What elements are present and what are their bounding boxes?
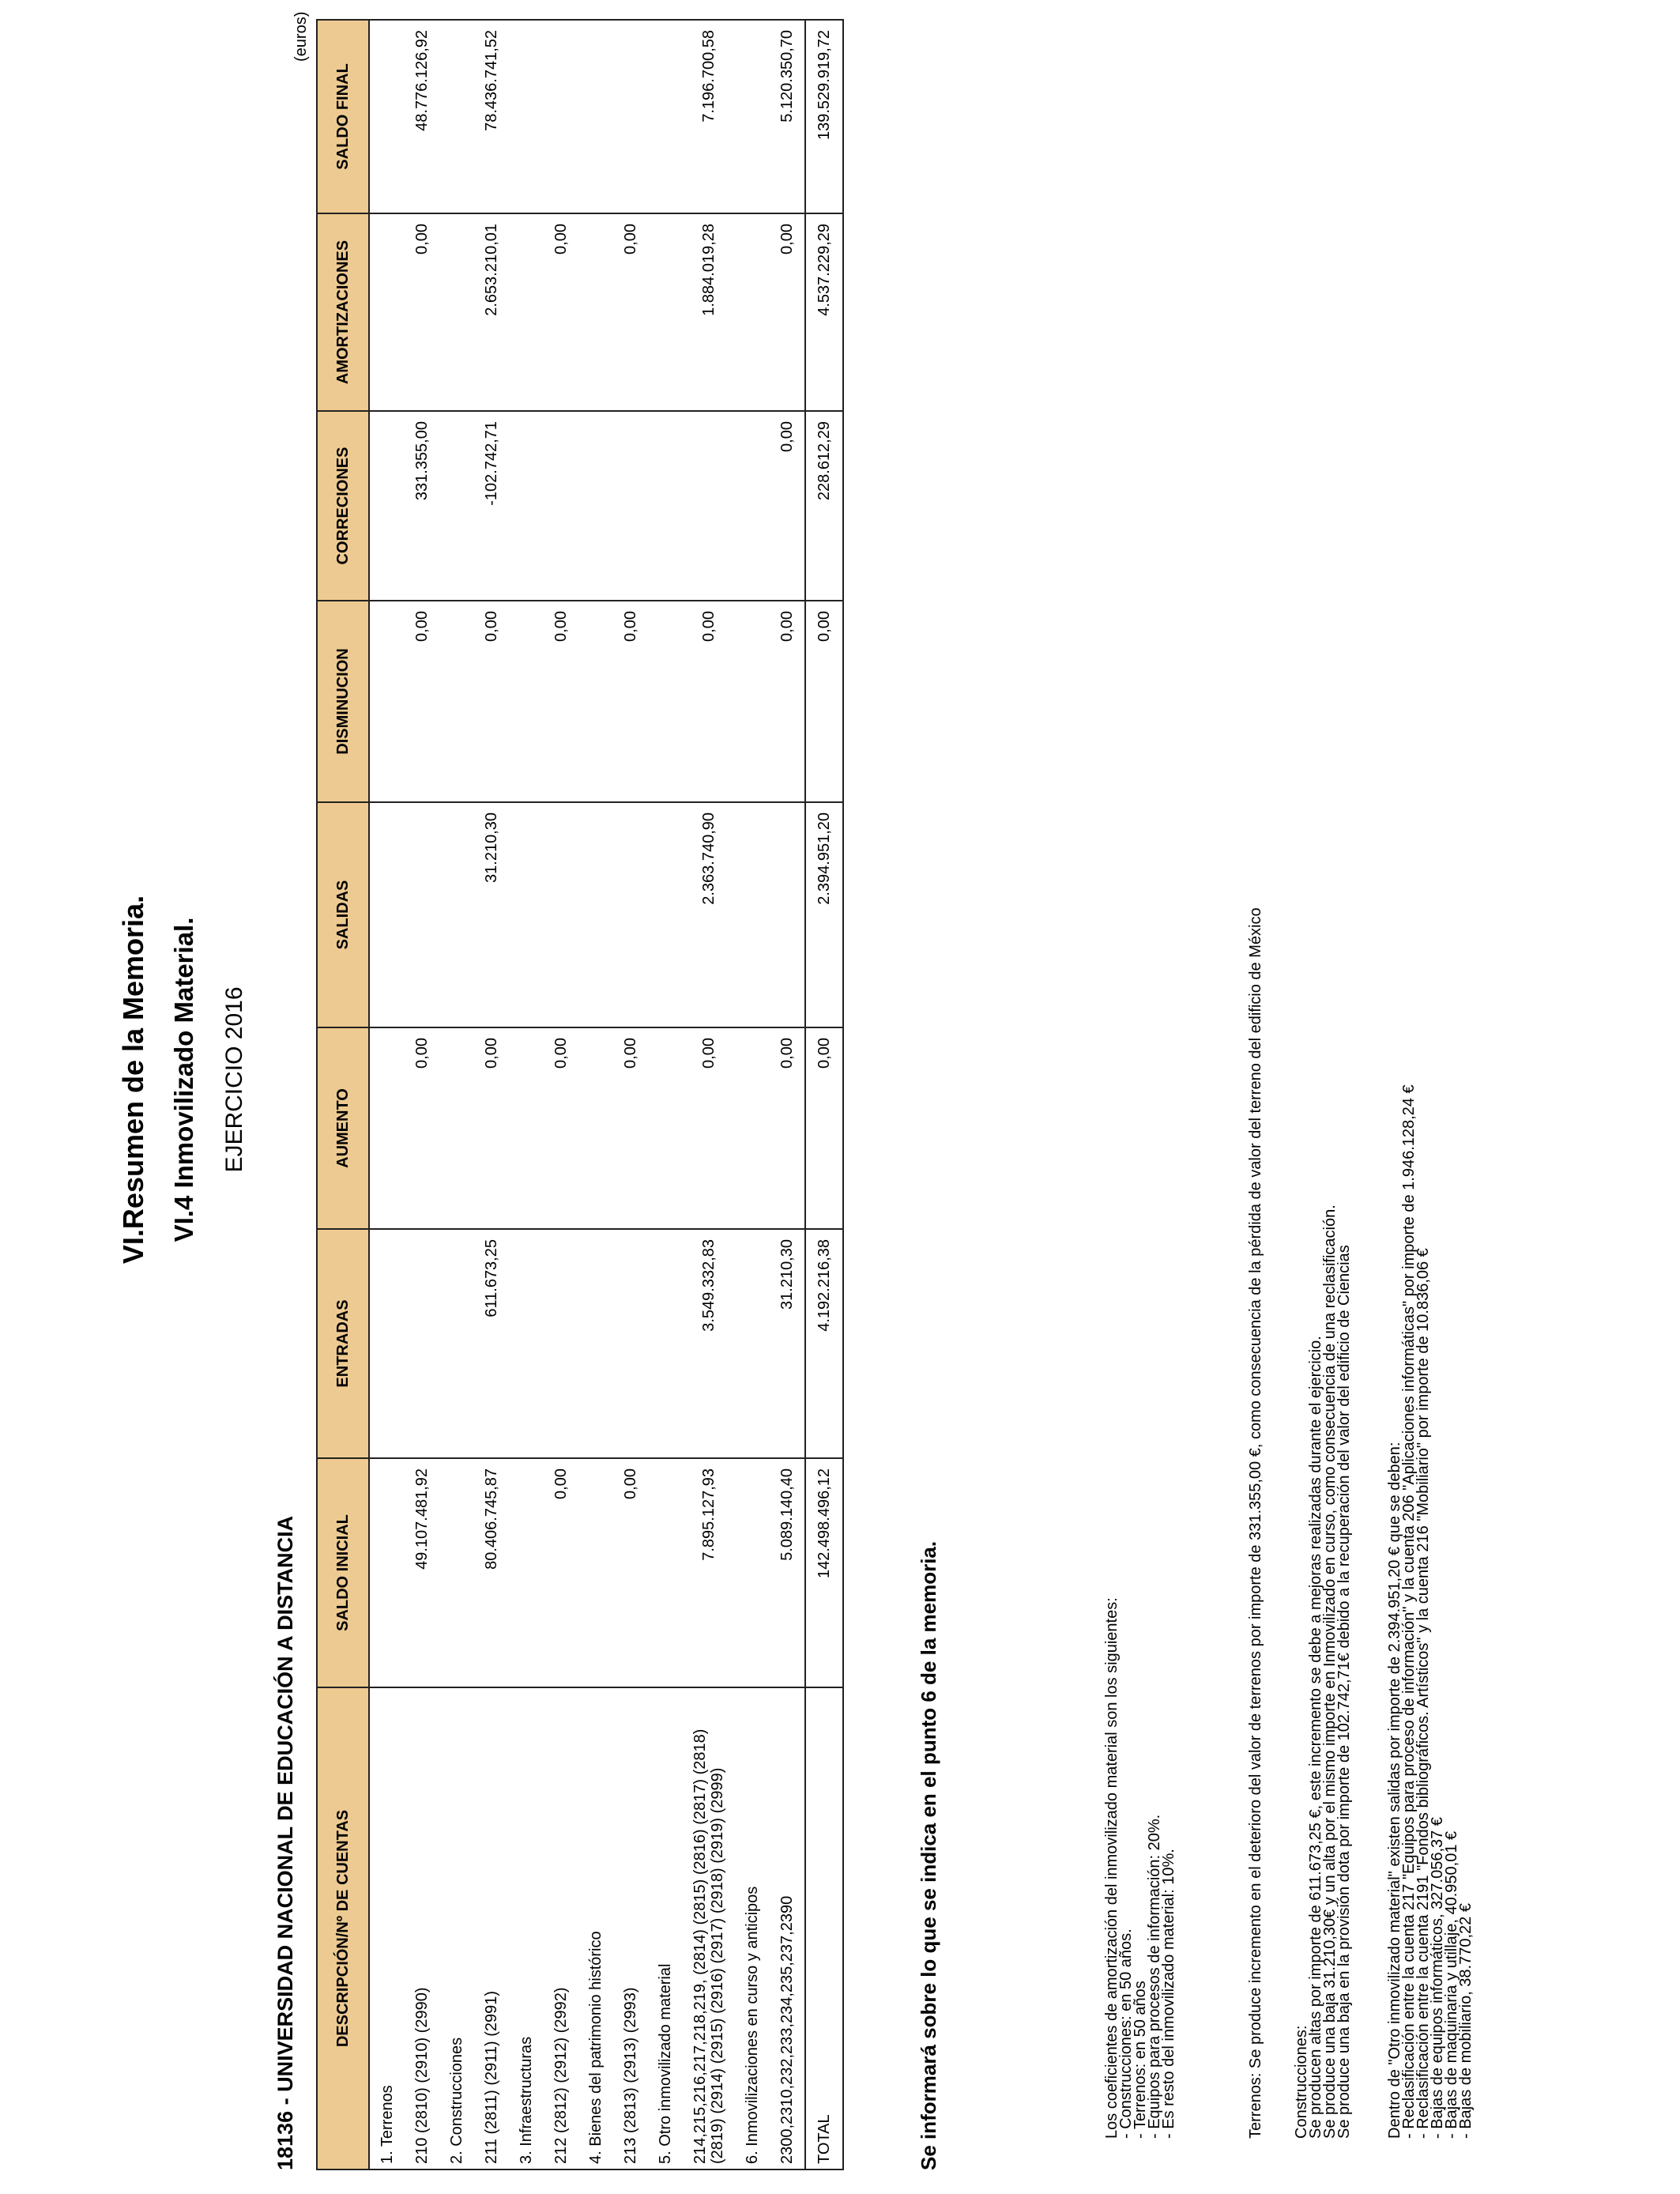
column-header: SALIDAS [317, 802, 369, 1027]
total-amount: 0,00 [805, 1027, 843, 1229]
account-description: 6. Inmovilizaciones en curso y anticipos [735, 1687, 770, 2169]
amount-cell [735, 1027, 770, 1229]
amount-cell [439, 213, 474, 411]
table-row [770, 20, 805, 2169]
table-row [683, 20, 735, 2169]
amount-cell [509, 20, 544, 213]
amount-cell [613, 1229, 648, 1458]
account-description: 5. Otro inmovilizado material [648, 1687, 683, 2169]
amount-cell [509, 802, 544, 1027]
amount-cell: 0,00 [770, 411, 805, 601]
total-amount: 228.612,29 [805, 411, 843, 601]
amount-cell [578, 411, 613, 601]
amount-cell: 331.355,00 [405, 411, 439, 601]
amount-cell: 0,00 [683, 601, 735, 802]
amount-cell [770, 802, 805, 1027]
amount-cell [369, 1458, 405, 1687]
amount-cell [648, 20, 683, 213]
amount-cell [369, 1229, 405, 1458]
amount-cell: 0,00 [770, 601, 805, 802]
amount-cell [405, 1229, 439, 1458]
amount-cell [439, 802, 474, 1027]
note-line: Terrenos: Se produce incremento en el deterioro del valor de terrenos por importe de 331.355,00 €, como consecuencia de la pérdida de valor del terreno del edificio de México [1247, 907, 1264, 2139]
amount-cell: 0,00 [405, 601, 439, 802]
amount-cell [735, 1229, 770, 1458]
total-amount: 4.537.229,29 [805, 213, 843, 411]
amount-cell [439, 601, 474, 802]
amount-cell [648, 601, 683, 802]
amount-cell [578, 1229, 613, 1458]
total-amount: 4.192.216,38 [805, 1229, 843, 1458]
note-line: - Reclasificación entre la cuenta 2191 "Fondos bibliográficos. Artísticos" y la cuenta 216 "Mobiliario" por importe de 10.836,06 € [1414, 1248, 1432, 2139]
total-amount: 0,00 [805, 601, 843, 802]
amount-cell [369, 601, 405, 802]
amount-cell [544, 411, 578, 601]
note-line: - Bajas de equipos informáticos, 327.056,37 € [1429, 1817, 1446, 2139]
amount-cell: 0,00 [474, 1027, 509, 1229]
note-line: Los coeficientes de amortización del inmovilizado material son los siguientes: [1103, 1597, 1121, 2139]
table-header [317, 20, 369, 2169]
column-header: AMORTIZACIONES [317, 213, 369, 411]
amount-cell: 0,00 [544, 213, 578, 411]
account-description: 213 (2813) (2913) (2993) [613, 1687, 648, 2169]
amount-cell: 0,00 [613, 1458, 648, 1687]
account-description: 214,215,216,217,218,219, (2814) (2815) (2816) (2817) (2818) (2819) (2914) (2915) (2916) (2917) (2918) (2919) (2999) [683, 1687, 735, 2169]
amount-cell: 1.884.019,28 [683, 213, 735, 411]
amount-cell: 5.089.140,40 [770, 1458, 805, 1687]
amount-cell: 0,00 [770, 1027, 805, 1229]
amount-cell [544, 802, 578, 1027]
amount-cell: 0,00 [683, 1027, 735, 1229]
amount-cell: 611.673,25 [474, 1229, 509, 1458]
amount-cell: 0,00 [613, 601, 648, 802]
table-body [369, 20, 843, 2169]
amount-cell [613, 20, 648, 213]
account-description: 3. Infraestructuras [509, 1687, 544, 2169]
inform-note: Se informará sobre lo que se indica en el punto 6 de la memoria. [917, 1540, 940, 2170]
fixed-assets-table [316, 19, 844, 2170]
table-header-row [317, 20, 369, 2169]
amount-cell: 5.120.350,70 [770, 20, 805, 213]
amount-cell [578, 213, 613, 411]
amount-cell [439, 411, 474, 601]
amount-cell: 78.436.741,52 [474, 20, 509, 213]
amount-cell [613, 411, 648, 601]
amount-cell [369, 411, 405, 601]
note-line: - Reclasificación entre la cuenta 217 "Equipos para proceso de información" y la cuenta 206 "Aplicaciones informáticas" por importe de 1.946.128,24 € [1400, 1084, 1418, 2139]
land-note [1249, 907, 1263, 2139]
table-row [735, 20, 770, 2169]
note-line: - Construcciones: en 50 años. [1117, 1928, 1135, 2139]
amount-cell [735, 20, 770, 213]
amount-cell: 3.549.332,83 [683, 1229, 735, 1458]
amount-cell: 0,00 [613, 213, 648, 411]
account-description: 2. Construcciones [439, 1687, 474, 2169]
column-header: SALDO FINAL [317, 20, 369, 213]
units-label: (euros) [292, 11, 310, 62]
note-line: - Es resto del inmovilizado material: 10%. [1160, 1849, 1177, 2139]
note-line: Se produce una baja 31.210,30€ y un alta por el mismo importe en Inmovilizado en curso, como consecuencia de una reclasificación. [1321, 1204, 1339, 2139]
amount-cell [439, 20, 474, 213]
amount-cell [735, 213, 770, 411]
table-row [648, 20, 683, 2169]
amount-cell [544, 1229, 578, 1458]
table-row [578, 20, 613, 2169]
amount-cell: 31.210,30 [474, 802, 509, 1027]
column-header: AUMENTO [317, 1027, 369, 1229]
amount-cell: 0,00 [770, 213, 805, 411]
amount-cell [578, 601, 613, 802]
amount-cell: 80.406.745,87 [474, 1458, 509, 1687]
note-line: - Terrenos: en 50 años [1132, 1981, 1149, 2139]
construction-notes [1294, 1204, 1351, 2139]
amount-cell: 0,00 [613, 1027, 648, 1229]
amount-cell [369, 802, 405, 1027]
amount-cell: 7.895.127,93 [683, 1458, 735, 1687]
amount-cell [578, 1458, 613, 1687]
note-line: Dentro de "Otro inmovilizado material" existen salidas por importe de 2.394.951,20 € que se deben: [1386, 1442, 1403, 2139]
amount-cell [648, 411, 683, 601]
amount-cell [509, 601, 544, 802]
amount-cell: 48.776.126,92 [405, 20, 439, 213]
column-header: DESCRIPCIÓN/Nº DE CUENTAS [317, 1687, 369, 2169]
amount-cell [369, 213, 405, 411]
account-description: 4. Bienes del patrimonio histórico [578, 1687, 613, 2169]
section-title: VI.4 Inmovilizado Material. [169, 917, 198, 1242]
amount-cell [439, 1027, 474, 1229]
amount-cell [735, 411, 770, 601]
note-line: Se produce una baja en la provisión dota por importe de 102.742,71€ debido a la recuperación del valor del edificio de Ciencias [1335, 1245, 1353, 2139]
amount-cell [578, 1027, 613, 1229]
amount-cell [683, 411, 735, 601]
amount-cell: 2.653.210,01 [474, 213, 509, 411]
total-amount: 139.529.919,72 [805, 20, 843, 213]
account-description: 211 (2811) (2911) (2991) [474, 1687, 509, 2169]
total-label: TOTAL [805, 1687, 843, 2169]
amount-cell: 0,00 [544, 1458, 578, 1687]
account-description: 210 (2810) (2910) (2990) [405, 1687, 439, 2169]
column-header: CORRECIONES [317, 411, 369, 601]
amount-cell: 0,00 [474, 601, 509, 802]
amount-cell [648, 213, 683, 411]
amount-cell: 0,00 [405, 213, 439, 411]
amount-cell: 2.363.740,90 [683, 802, 735, 1027]
total-amount: 2.394.951,20 [805, 802, 843, 1027]
amount-cell [578, 20, 613, 213]
table-row [474, 20, 509, 2169]
amortization-notes [1105, 1597, 1176, 2139]
note-line: - Bajas de maquinaria y utillaje, 40.950,01 € [1443, 1830, 1460, 2139]
amount-cell [509, 1458, 544, 1687]
amount-cell [648, 1229, 683, 1458]
amount-cell [648, 802, 683, 1027]
amount-cell: 49.107.481,92 [405, 1458, 439, 1687]
account-description: 2300,2310,232,233,234,235,237,2390 [770, 1687, 805, 2169]
table-row [439, 20, 474, 2169]
amount-cell: 7.196.700,58 [683, 20, 735, 213]
note-line: - Equipos para procesos de información: 20%. [1146, 1814, 1163, 2139]
amount-cell [578, 802, 613, 1027]
fiscal-year: EJERCICIO 2016 [221, 986, 247, 1173]
amount-cell [735, 601, 770, 802]
amount-cell: 31.210,30 [770, 1229, 805, 1458]
amount-cell [509, 1027, 544, 1229]
note-line: - Bajas de mobiliario, 38.770,22 € [1457, 1903, 1475, 2139]
amount-cell [735, 1458, 770, 1687]
amount-cell: 0,00 [405, 1027, 439, 1229]
amount-cell: -102.742,71 [474, 411, 509, 601]
column-header: SALDO INICIAL [317, 1458, 369, 1687]
amount-cell [544, 20, 578, 213]
column-header: DISMINUCION [317, 601, 369, 802]
note-line: Construcciones: [1293, 2025, 1310, 2139]
amount-cell [405, 802, 439, 1027]
amount-cell [509, 411, 544, 601]
table-row [405, 20, 439, 2169]
amount-cell [735, 802, 770, 1027]
total-row [805, 20, 843, 2169]
entity-name: 18136 - UNIVERSIDAD NACIONAL DE EDUCACIÓN A DISTANCIA [273, 1515, 297, 2170]
table-row [509, 20, 544, 2169]
amount-cell [369, 1027, 405, 1229]
amount-cell: 0,00 [544, 601, 578, 802]
amount-cell [369, 20, 405, 213]
amount-cell [648, 1458, 683, 1687]
other-assets-notes [1388, 1084, 1473, 2139]
amount-cell [613, 802, 648, 1027]
amount-cell: 0,00 [544, 1027, 578, 1229]
account-description: 1. Terrenos [369, 1687, 405, 2169]
amount-cell [509, 1229, 544, 1458]
amount-cell [439, 1458, 474, 1687]
account-description: 212 (2812) (2912) (2992) [544, 1687, 578, 2169]
amount-cell [648, 1027, 683, 1229]
table-row [369, 20, 405, 2169]
amount-cell [439, 1229, 474, 1458]
total-amount: 142.498.496,12 [805, 1458, 843, 1687]
table-row [613, 20, 648, 2169]
column-header: ENTRADAS [317, 1229, 369, 1458]
note-line: Se producen altas por importe de 611.673,25 €, este incremento se debe a mejoras realizadas durante el ejercicio. [1307, 1336, 1324, 2139]
table-row [544, 20, 578, 2169]
amount-cell [509, 213, 544, 411]
page-title: VI.Resumen de la Memoria. [117, 895, 149, 1265]
